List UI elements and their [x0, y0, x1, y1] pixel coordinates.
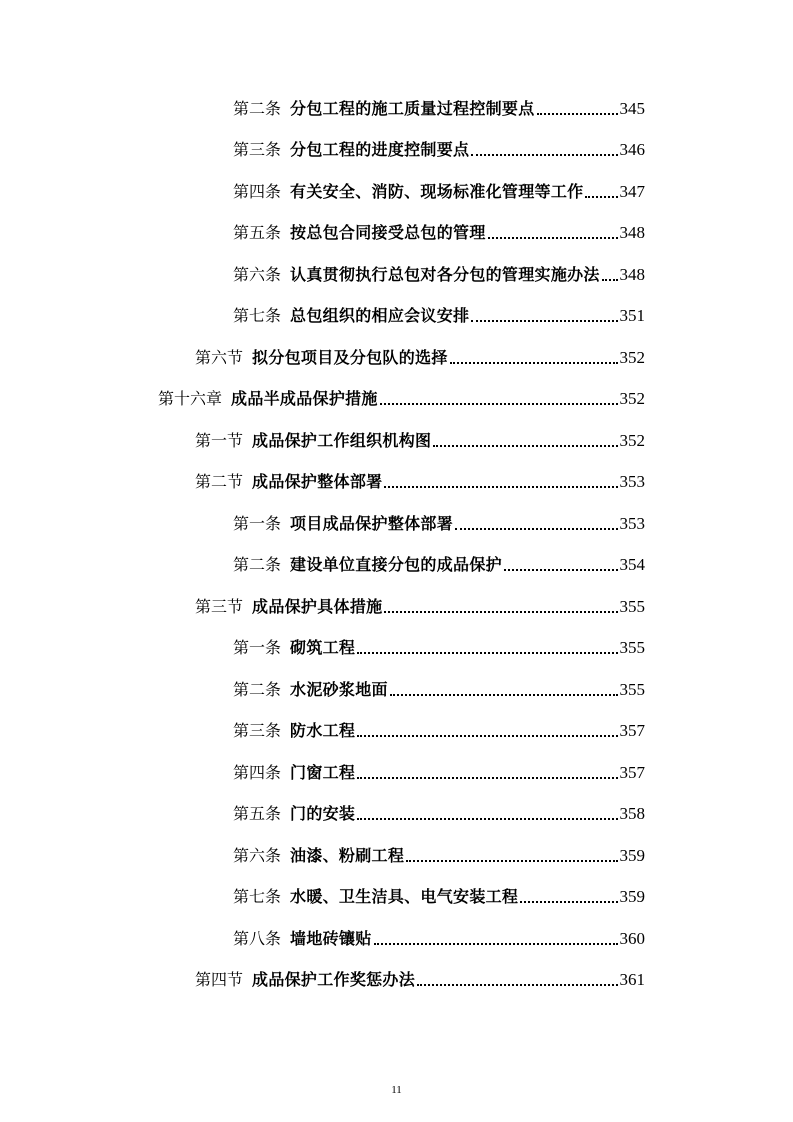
toc-entry-page: 361	[619, 970, 645, 989]
toc-dot-leader	[357, 735, 617, 737]
toc-entry[interactable]	[195, 343, 645, 369]
toc-entry-title: 成品半成品保护措施	[231, 389, 378, 408]
toc-entry-title: 分包工程的进度控制要点	[290, 140, 470, 159]
toc-entry-page: 348	[619, 223, 645, 242]
toc-dot-leader	[433, 445, 617, 447]
toc-entry-number: 第四条	[233, 763, 282, 782]
toc-entry-number: 第八条	[233, 929, 282, 948]
toc-entry-page: 347	[619, 182, 645, 201]
toc-dot-leader	[357, 652, 617, 654]
toc-entry-title: 砌筑工程	[290, 638, 356, 657]
toc-entry[interactable]	[233, 924, 645, 950]
toc-entry-title: 项目成品保护整体部署	[290, 514, 454, 533]
toc-entry-page: 348	[619, 265, 645, 284]
toc-entry-page: 357	[619, 763, 645, 782]
toc-entry[interactable]	[158, 384, 645, 410]
toc-entry[interactable]	[233, 675, 645, 701]
toc-entry-number: 第七条	[233, 306, 282, 325]
toc-dot-leader	[520, 901, 617, 903]
toc-entry[interactable]	[233, 758, 645, 784]
toc-entry-number: 第十六章	[158, 389, 223, 408]
toc-dot-leader	[585, 196, 617, 198]
toc-entry-page: 351	[619, 306, 645, 325]
toc-dot-leader	[406, 860, 617, 862]
toc-dot-leader	[537, 113, 618, 115]
toc-entry-number: 第四节	[195, 970, 244, 989]
toc-entry-page: 359	[619, 887, 645, 906]
toc-dot-leader	[357, 818, 617, 820]
toc-entry-title: 有关安全、消防、现场标准化管理等工作	[290, 182, 584, 201]
toc-entry[interactable]	[233, 301, 645, 327]
toc-entry-title: 建设单位直接分包的成品保护	[290, 555, 502, 574]
toc-entry-title: 成品保护工作奖惩办法	[252, 970, 416, 989]
toc-entry-page: 358	[619, 804, 645, 823]
toc-entry-page: 355	[619, 597, 645, 616]
toc-entry-title: 成品保护工作组织机构图	[252, 431, 432, 450]
toc-entry-number: 第五条	[233, 223, 282, 242]
toc-dot-leader	[488, 237, 618, 239]
toc-entry-page: 345	[619, 99, 645, 118]
toc-dot-leader	[357, 777, 617, 779]
toc-dot-leader	[380, 403, 618, 405]
toc-dot-leader	[602, 279, 618, 281]
toc-entry-title: 门窗工程	[290, 763, 356, 782]
toc-entry[interactable]	[233, 94, 645, 120]
toc-entry-number: 第七条	[233, 887, 282, 906]
toc-entry-number: 第五条	[233, 804, 282, 823]
toc-dot-leader	[471, 320, 617, 322]
toc-entry-title: 成品保护整体部署	[252, 472, 383, 491]
toc-dot-leader	[417, 984, 617, 986]
toc-entry-number: 第六节	[195, 348, 244, 367]
toc-entry-title: 防水工程	[290, 721, 356, 740]
toc-entry-page: 357	[619, 721, 645, 740]
toc-entry[interactable]	[195, 965, 645, 991]
toc-entry-page: 352	[619, 348, 645, 367]
toc-entry-title: 分包工程的施工质量过程控制要点	[290, 99, 535, 118]
toc-entry-title: 按总包合同接受总包的管理	[290, 223, 486, 242]
toc-dot-leader	[455, 528, 617, 530]
toc-entry-page: 353	[619, 514, 645, 533]
toc-entry[interactable]	[233, 841, 645, 867]
toc-entry-page: 354	[619, 555, 645, 574]
toc-entry[interactable]	[233, 716, 645, 742]
toc-entry[interactable]	[233, 550, 645, 576]
toc-entry[interactable]	[233, 882, 645, 908]
toc-dot-leader	[384, 611, 617, 613]
toc-entry-title: 油漆、粉刷工程	[290, 846, 405, 865]
toc-dot-leader	[390, 694, 618, 696]
toc-entry[interactable]	[233, 135, 645, 161]
toc-entry-title: 墙地砖镶贴	[290, 929, 372, 948]
toc-entry-page: 353	[619, 472, 645, 491]
toc-entry[interactable]	[195, 467, 645, 493]
toc-entry-number: 第三条	[233, 721, 282, 740]
toc-entry-title: 水暖、卫生洁具、电气安装工程	[290, 887, 519, 906]
toc-dot-leader	[450, 362, 618, 364]
toc-entry-page: 355	[619, 680, 645, 699]
toc-entry-page: 359	[619, 846, 645, 865]
toc-entry-number: 第二条	[233, 555, 282, 574]
toc-entry-title: 认真贯彻执行总包对各分包的管理实施办法	[290, 265, 600, 284]
toc-entry-page: 346	[619, 140, 645, 159]
page-number: 11	[391, 1084, 402, 1096]
toc-entry-number: 第六条	[233, 846, 282, 865]
toc-entry-title: 总包组织的相应会议安排	[290, 306, 470, 325]
toc-entry-title: 成品保护具体措施	[252, 597, 383, 616]
toc-entry[interactable]	[195, 592, 645, 618]
toc-entry-number: 第三节	[195, 597, 244, 616]
toc-entry-number: 第二条	[233, 99, 282, 118]
toc-entry[interactable]	[233, 260, 645, 286]
toc-entry-number: 第四条	[233, 182, 282, 201]
toc-entry-page: 352	[619, 431, 645, 450]
toc-entry-number: 第二条	[233, 680, 282, 699]
toc-entry[interactable]	[195, 426, 645, 452]
toc-entry[interactable]	[233, 799, 645, 825]
toc-dot-leader	[374, 943, 618, 945]
toc-entry-page: 360	[619, 929, 645, 948]
toc-entry-page: 355	[619, 638, 645, 657]
toc-entry-title: 水泥砂浆地面	[290, 680, 388, 699]
toc-dot-leader	[384, 486, 617, 488]
toc-entry[interactable]	[233, 177, 645, 203]
toc-entry-number: 第六条	[233, 265, 282, 284]
toc-entry-number: 第三条	[233, 140, 282, 159]
toc-entry[interactable]	[233, 633, 645, 659]
toc-entry-number: 第二节	[195, 472, 244, 491]
toc-entry-title: 拟分包项目及分包队的选择	[252, 348, 448, 367]
toc-entry-number: 第一节	[195, 431, 244, 450]
toc-entry[interactable]	[233, 509, 645, 535]
toc-entry[interactable]	[233, 218, 645, 244]
toc-dot-leader	[504, 569, 618, 571]
toc-entry-page: 352	[619, 389, 645, 408]
toc-entry-number: 第一条	[233, 514, 282, 533]
toc-entry-title: 门的安装	[290, 804, 356, 823]
toc-dot-leader	[471, 154, 617, 156]
toc-entry-number: 第一条	[233, 638, 282, 657]
